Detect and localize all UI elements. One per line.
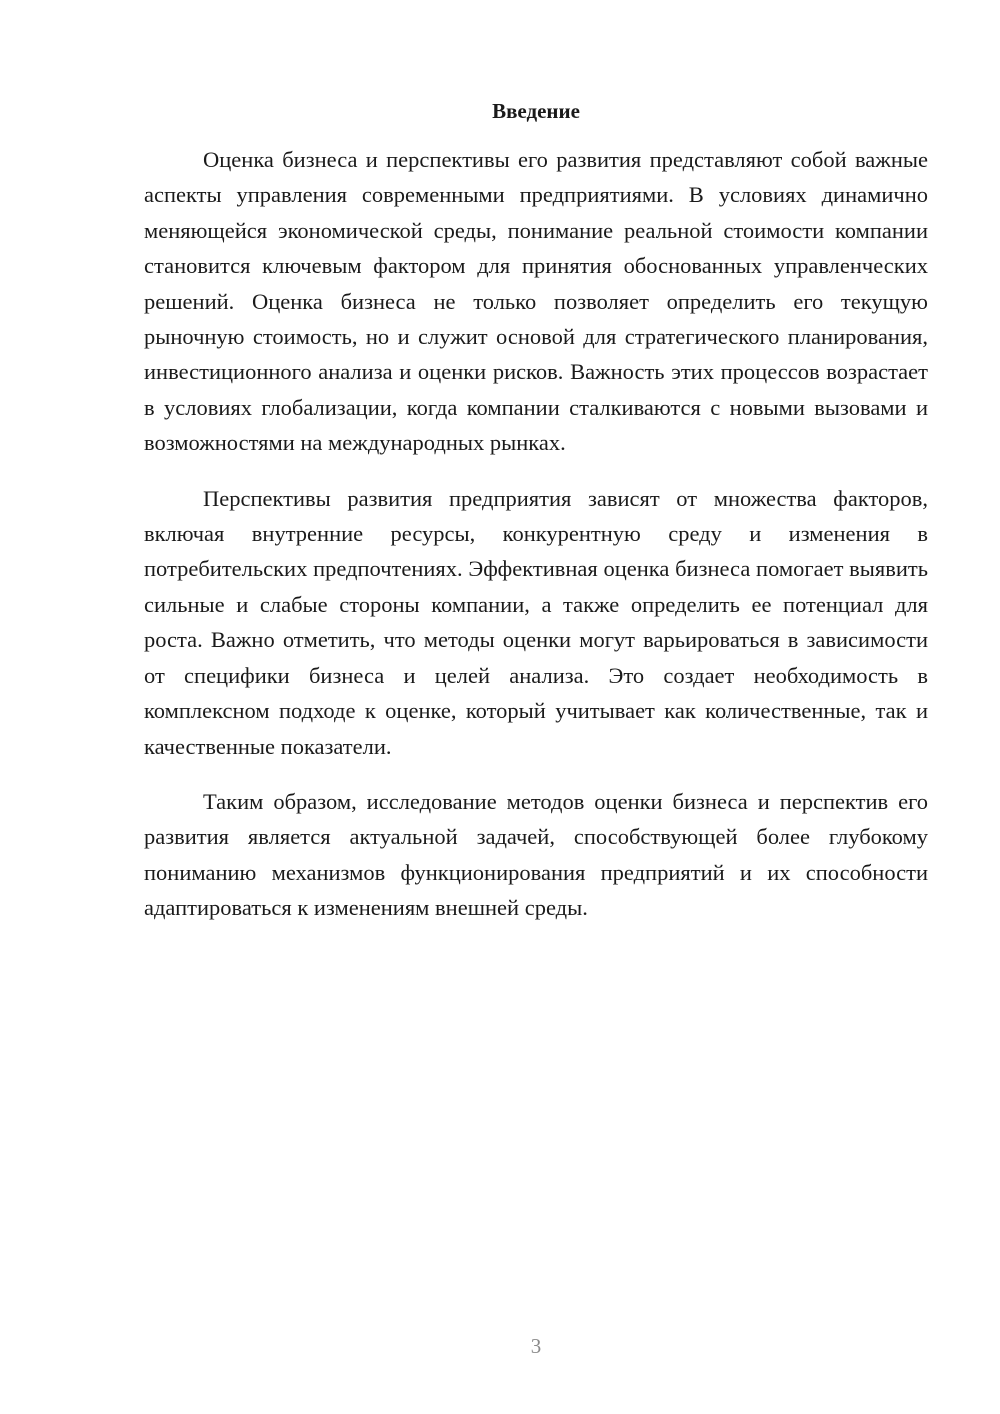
paragraph-3: Таким образом, исследование методов оценки бизнеса и перспектив его развития является актуальной задачей, способствующей более глубокому пониманию механизмов функционирования предприятий и их способности адаптироваться к изменениям внешней среды.	[144, 788, 928, 921]
body-text	[144, 142, 928, 926]
page-number: 3	[530, 1334, 542, 1358]
section-title: Введение	[492, 99, 580, 123]
paragraph-1: Оценка бизнеса и перспективы его развития представляют собой важные аспекты управления современными предприятиями. В условиях динамично меняющейся экономической среды, понимание реальной стоимости компании становится ключевым фактором для принятия обоснованных управленческих решений. Оценка бизнеса не только позволяет определить его текущую рыночную стоимость, но и служит основой для стратегического планирования, инвестиционного анализа и оценки рисков. Важность этих процессов возрастает в условиях глобализации, когда компании сталкиваются с новыми вызовами и возможностями на международных рынках.	[144, 147, 928, 456]
paragraph-2: Перспективы развития предприятия зависят от множества факторов, включая внутренние ресурсы, конкурентную среду и изменения в потребительских предпочтениях. Эффективная оценка бизнеса помогает выявить сильные и слабые стороны компании, а также определить ее потенциал для роста. Важно отметить, что методы оценки могут варьироваться в зависимости от специфики бизнеса и целей анализа. Это создает необходимость в комплексном подходе к оценке, который учитывает как количественные, так и качественные показатели.	[144, 485, 928, 759]
